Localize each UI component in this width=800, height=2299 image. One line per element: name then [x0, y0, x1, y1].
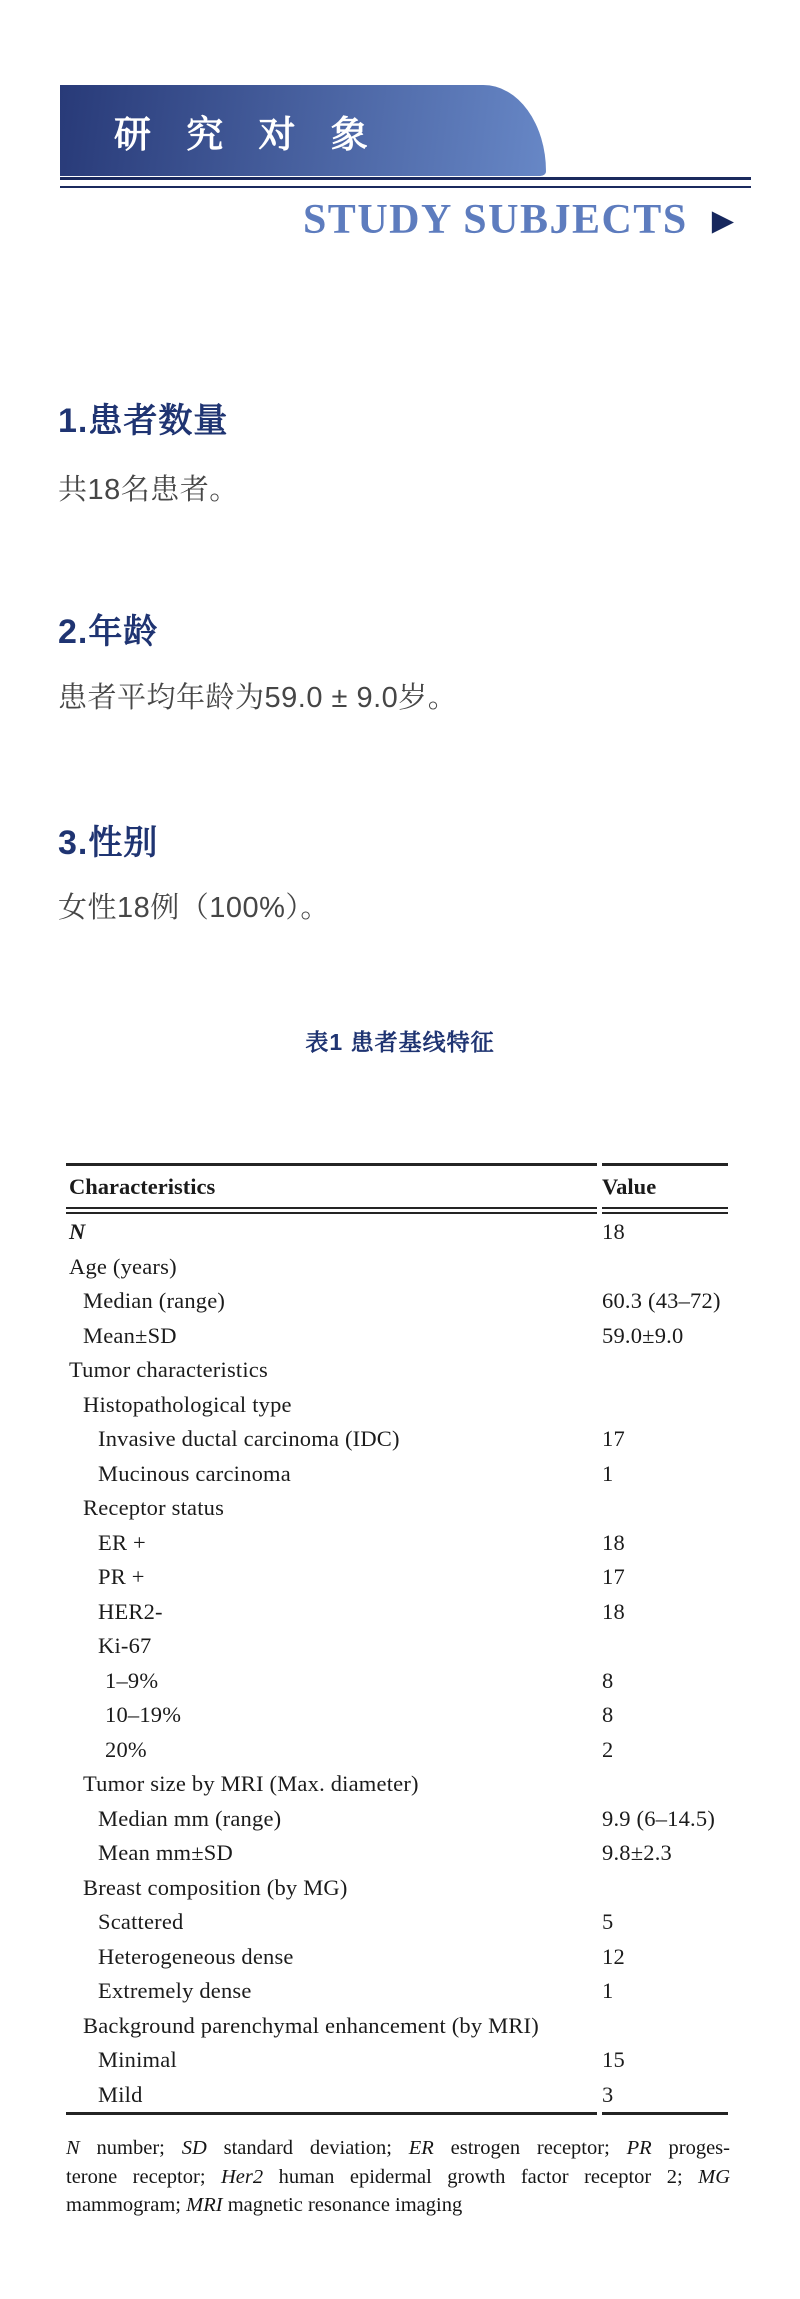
row-label: Age (years): [69, 1253, 177, 1279]
table-row: [66, 1871, 728, 1906]
row-label: Background parenchymal enhancement (by MRI): [83, 2012, 539, 2038]
footnote-line: [66, 2134, 730, 2163]
footnote-line: [66, 2191, 730, 2220]
footnote-abbreviation: Her2: [221, 2165, 264, 2188]
row-value: 59.0±9.0: [602, 1322, 684, 1348]
row-label: Median mm (range): [98, 1805, 282, 1831]
row-label: Tumor characteristics: [69, 1357, 268, 1383]
row-value: 18: [602, 1219, 625, 1245]
table-row: [66, 1388, 728, 1423]
play-arrow-icon: ▶: [711, 204, 734, 237]
section-title-patient-count: 1.患者数量: [58, 402, 229, 440]
footnote-text: standard deviation;: [206, 2137, 409, 2159]
row-value: 9.9 (6–14.5): [602, 1805, 716, 1831]
row-value: 8: [602, 1702, 614, 1728]
table-caption: 表1 患者基线特征: [305, 1029, 495, 1055]
row-label: Invasive ductal carcinoma (IDC): [98, 1426, 400, 1452]
footnote-text: terone receptor;: [66, 2165, 221, 2188]
footnote-text: estrogen receptor;: [433, 2137, 627, 2159]
table-row: [66, 1215, 728, 1250]
row-label: ER +: [98, 1529, 146, 1555]
banner-title: 研 究 对 象: [114, 114, 381, 156]
footnote-text: number;: [79, 2137, 182, 2159]
row-label: Median (range): [83, 1288, 226, 1314]
table-row: [66, 1698, 728, 1733]
row-label: Minimal: [98, 2047, 177, 2073]
subtitle-row: [60, 194, 750, 246]
table-header-characteristics: Characteristics: [69, 1173, 216, 1199]
footnote-abbreviation: N: [66, 2137, 80, 2159]
table-header-value: Value: [602, 1173, 657, 1199]
row-label: HER2-: [98, 1598, 163, 1624]
row-label: Mild: [98, 2081, 143, 2107]
header-rule-bottom: [60, 186, 751, 188]
footnote-abbreviation: SD: [181, 2137, 207, 2159]
table-row: [66, 1664, 728, 1699]
table-row: [66, 1767, 728, 1802]
section-title-age: 2.年龄: [58, 613, 159, 651]
row-label: PR +: [98, 1564, 145, 1590]
table-row: [66, 1319, 728, 1354]
table-row: [66, 1491, 728, 1526]
footnote-text: proges-: [651, 2137, 730, 2159]
table-row: [66, 2043, 728, 2078]
footnote-abbreviation: MRI: [186, 2194, 223, 2216]
row-label: Tumor size by MRI (Max. diameter): [83, 1771, 419, 1797]
table-row: [66, 2078, 728, 2113]
row-label: 1–9%: [105, 1667, 159, 1693]
section-banner: [60, 85, 546, 176]
table-rows: [66, 1214, 728, 2112]
row-value: 17: [602, 1426, 625, 1452]
table-row: [66, 1595, 728, 1630]
row-value: 2: [602, 1736, 614, 1762]
baseline-characteristics-table: [66, 1163, 728, 2115]
table-row: [66, 2009, 728, 2044]
table-row: [66, 1974, 728, 2009]
row-label: Mean mm±SD: [98, 1840, 233, 1866]
footnote-text: human epidermal growth factor receptor 2;: [263, 2165, 699, 2188]
table-row: [66, 1836, 728, 1871]
row-label: Mean±SD: [83, 1322, 177, 1348]
table-row: [66, 1250, 728, 1285]
table-row: [66, 1457, 728, 1492]
row-label: Extremely dense: [98, 1978, 252, 2004]
row-value: 8: [602, 1667, 614, 1693]
table-header-row: [66, 1166, 728, 1207]
row-value: 17: [602, 1564, 625, 1590]
footnote-text: magnetic resonance imaging: [222, 2194, 463, 2216]
section-body-gender: 女性18例（100%）。: [58, 892, 330, 924]
row-label: Receptor status: [83, 1495, 225, 1521]
row-value: 3: [602, 2081, 614, 2107]
footnote-abbreviation: MG: [698, 2165, 731, 2188]
header-rule-top: [60, 177, 751, 180]
row-label: Histopathological type: [83, 1391, 292, 1417]
section-body-age: 患者平均年龄为59.0 ± 9.0岁。: [58, 682, 458, 714]
row-value: 9.8±2.3: [602, 1840, 672, 1866]
page-subtitle: STUDY SUBJECTS: [302, 197, 688, 243]
footnote-abbreviation: PR: [626, 2137, 652, 2159]
table-row: [66, 1940, 728, 1975]
row-value: 1: [602, 1978, 614, 2004]
section-body-patient-count: 共18名患者。: [58, 474, 239, 506]
table-footnote: [66, 2134, 730, 2220]
row-value: 5: [602, 1909, 614, 1935]
table-rule-bottom: [66, 2112, 728, 2115]
footnote-abbreviation: ER: [408, 2137, 434, 2159]
row-value: 18: [602, 1529, 625, 1555]
row-value: 18: [602, 1598, 625, 1624]
table-row: [66, 1802, 728, 1837]
section-title-gender: 3.性别: [58, 824, 159, 862]
row-label: Heterogeneous dense: [98, 1943, 294, 1969]
table-row: [66, 1629, 728, 1664]
row-label: 20%: [105, 1736, 147, 1762]
table-row: [66, 1733, 728, 1768]
footnote-text: mammogram;: [66, 2194, 187, 2216]
table-row: [66, 1353, 728, 1388]
table-row: [66, 1284, 728, 1319]
row-value: 12: [602, 1943, 625, 1969]
row-value: 15: [602, 2047, 625, 2073]
row-label: Ki-67: [98, 1633, 152, 1659]
row-label: Breast composition (by MG): [83, 1874, 348, 1900]
table-row: [66, 1560, 728, 1595]
row-value: 1: [602, 1460, 614, 1486]
table-row: [66, 1905, 728, 1940]
footnote-line: [66, 2163, 730, 2192]
table-row: [66, 1526, 728, 1561]
row-label: N: [69, 1219, 86, 1245]
row-label: Scattered: [98, 1909, 184, 1935]
row-label: 10–19%: [105, 1702, 182, 1728]
row-label: Mucinous carcinoma: [98, 1460, 291, 1486]
row-value: 60.3 (43–72): [602, 1288, 721, 1314]
table-row: [66, 1422, 728, 1457]
